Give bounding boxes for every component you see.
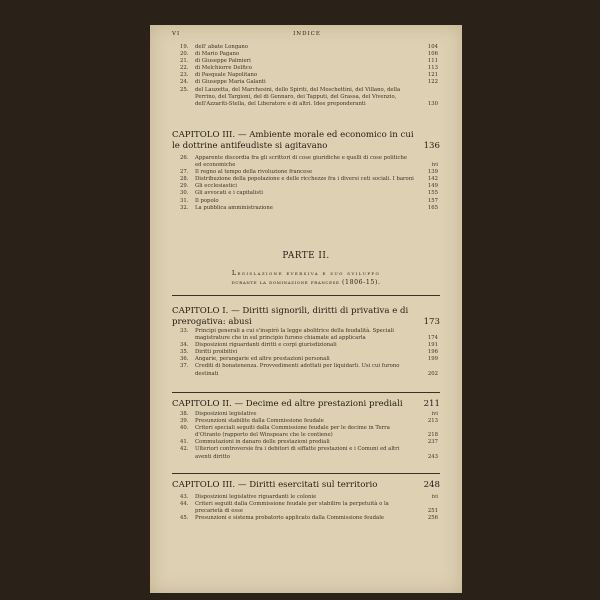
list-item: 42. Ulteriori controversie fra i debitori di siffatte prestazioni e i Comuni ed altri aventi diritto 243 — [180, 446, 438, 460]
entries-group-5 — [180, 494, 438, 522]
list-item: 37. Crediti di bonatenenza. Provvedimenti adottati per liquidarli. Usi cui furono destinati 202 — [180, 363, 438, 377]
running-header — [172, 31, 442, 41]
divider — [172, 473, 440, 474]
part-subtitle-line1: Legislazione eversiva e suo sviluppo — [231, 269, 381, 277]
chapter-heading-cap2: CAPITOLO II. — Decime ed altre prestazioni prediali 211 — [172, 399, 440, 409]
divider — [172, 295, 440, 296]
list-item: 21. di Giuseppe Palmieri 111 — [180, 58, 438, 65]
list-item: 22. di Melchiorre Delfico 113 — [180, 65, 438, 72]
list-item: 38. Disposizioni legislative ivi — [180, 411, 438, 417]
entries-group-3 — [180, 328, 438, 378]
entries-group-2 — [180, 155, 438, 212]
list-item: 39. Presunzioni stabilite dalla Commissione feudale 213 — [180, 418, 438, 425]
list-item: 24. di Giuseppe Maria Galanti 122 — [180, 79, 438, 86]
list-item: 20. di Mario Pagano 106 — [180, 51, 438, 58]
list-item: 43. Disposizioni legislative riguardanti le colonie ivi — [180, 494, 438, 500]
entries-group-1 — [180, 44, 438, 108]
list-item: 41. Commutazioni in danaro delle prestazioni prediali 237 — [180, 439, 438, 446]
part-subtitle-line2: durante la dominazione francese (1806-15). — [231, 279, 381, 286]
book-page — [150, 25, 462, 593]
list-item: 45. Presunzioni e sistema probatorio applicato dalla Commissione feudale 256 — [180, 515, 438, 522]
list-item: 30. Gli avvocati e i capitalisti 155 — [180, 190, 438, 197]
list-item: 28. Distribuzione della popolazione e delle ricchezze fra i diversi ceti sociali. I baroni 142 — [180, 176, 438, 183]
list-item: 26. Apparente discordia fra gli scrittori di cose giuridiche e quelli di cose politiche ed economiche ivi — [180, 155, 438, 169]
list-item: 19. dell' abate Longano 104 — [180, 44, 438, 50]
running-title: INDICE — [293, 31, 321, 37]
list-item: 35. Diritti proibitivi 196 — [180, 349, 438, 356]
part-title: PARTE II. — [282, 251, 330, 261]
list-item: 31. Il popolo 157 — [180, 197, 438, 204]
chapter-heading-cap1: CAPITOLO I. — Diritti signorili, diritti di privativa e di prerogativa: abusi 173 — [172, 306, 440, 327]
list-item: 34. Disposizioni riguardanti diritti e corpi giurisdizionali 191 — [180, 342, 438, 349]
divider — [172, 392, 440, 393]
list-item: 32. La pubblica amministrazione 165 — [180, 204, 438, 211]
chapter-heading-cap3-new: CAPITOLO III. — Diritti esercitati sul territorio 248 — [172, 480, 440, 490]
list-item: 27. Il regno al tempo della rivoluzione francese 139 — [180, 169, 438, 176]
list-item: 25. del Lauzetta, del Marchesini, dello Spiriti, del Moschettini, del Villano, della Perrino, del Targioni, del di Gennaro, dei Tapputi, del Grassa, del Vivenzio, dell'Azzariti-Stella, del Liberatore e di altri. Idee preponderanti 130 — [180, 86, 438, 107]
list-item: 33. Principi generali a cui s'inspirò la legge abolitrice della feudalità. Speciali magistrature che in sul principio furono chiamate ad applicarla 174 — [180, 328, 438, 342]
list-item: 23. di Pasquale Napolitano 121 — [180, 72, 438, 79]
list-item: 40. Criteri speciali seguiti dalla Commissione feudale per le decime in Terra d'Otranto (rapporto del Winspeare che le contiene) 218 — [180, 425, 438, 439]
page-number: VI — [172, 31, 181, 37]
list-item: 29. Gli ecclesiastici 149 — [180, 183, 438, 190]
list-item: 44. Criteri seguiti dalla Commissione feudale per stabilire la perpetuità o la precarietà di esse 251 — [180, 501, 438, 515]
chapter-heading-cap3-old: CAPITOLO III. — Ambiente morale ed economico in cui le dottrine antifeudiste si agitavano 136 — [172, 130, 440, 151]
entries-group-4 — [180, 411, 438, 461]
list-item: 36. Angarie, perangarie ed altre prestazioni personali 199 — [180, 356, 438, 363]
